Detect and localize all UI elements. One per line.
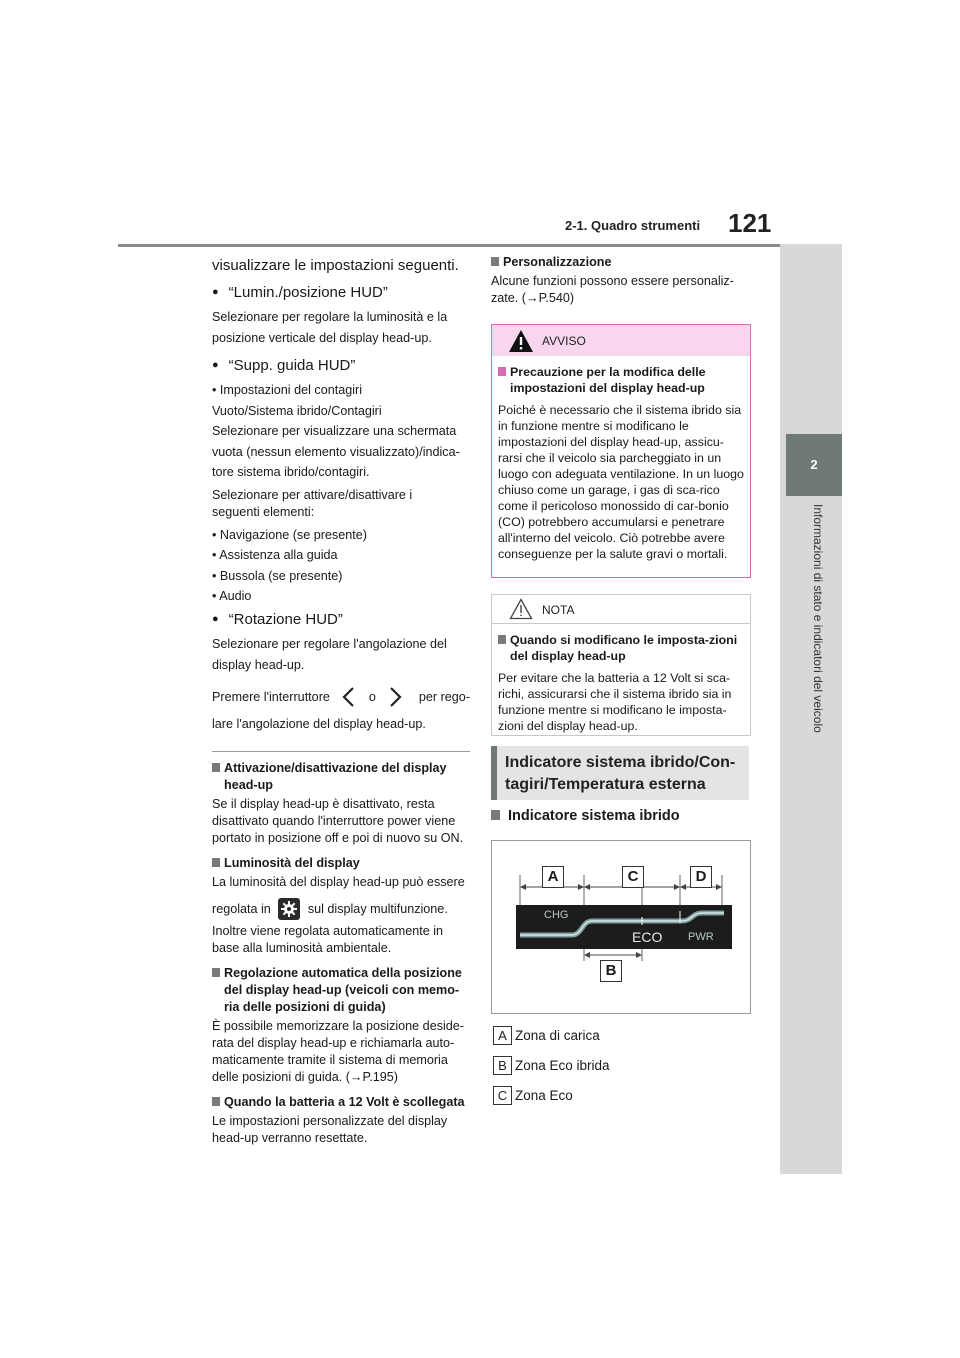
section-title: 2-1. Quadro strumenti — [565, 218, 701, 233]
hud-guide-desc — [212, 380, 470, 607]
subsection-title-text: Quando la batteria a 12 Volt è scollegata — [224, 1094, 465, 1109]
subsection-body: È possibile memorizzare la posizione deside-rata del display head-up e richiamarla auto-maticamente tramite il sistema di memoria delle posizioni di guida. (→P.195) — [212, 1018, 464, 1084]
warning-body — [492, 356, 750, 562]
subsection-title — [212, 760, 470, 794]
note-header — [492, 595, 750, 624]
legend-text: Zona Eco ibrida — [515, 1058, 610, 1073]
subsection-body: Alcune funzioni possono essere personaliz-zate. (→P.540) — [491, 274, 734, 305]
hud-guide-title: ● “Supp. guida HUD” — [212, 355, 470, 376]
legend-text: Zona Eco — [515, 1088, 573, 1103]
warning-title — [498, 364, 744, 396]
body-line: Inoltre viene regolata automaticamente in base alla luminosità ambientale. — [212, 923, 444, 955]
pwr-label: PWR — [688, 931, 714, 943]
square-bullet-icon — [491, 810, 500, 820]
body-line-icon — [212, 895, 470, 923]
hud-guide-line: vuota (nessun elemento visualizzato)/indica- — [212, 444, 460, 459]
warning-label: AVVISO — [542, 334, 586, 348]
list-item: • Assistenza alla guida — [212, 548, 338, 562]
legend-key: C — [493, 1086, 512, 1105]
hud-guide-line: tore sistema ibrido/contagiri. — [212, 465, 370, 479]
press-text: per rego- — [418, 689, 471, 704]
note-title — [498, 632, 744, 664]
square-bullet-icon — [212, 1097, 220, 1106]
subsection-title-text: Personalizzazione — [503, 255, 612, 269]
square-bullet-icon — [212, 858, 220, 867]
legend-key: B — [493, 1056, 512, 1075]
hud-guide-line: Selezionare per visualizzare una schermata — [212, 424, 457, 438]
chapter-title: Informazioni di stato e indicatori del veicolo — [811, 504, 825, 733]
legend-item — [493, 1021, 610, 1051]
legend — [493, 1021, 610, 1111]
note-body — [492, 624, 750, 734]
legend-item — [493, 1051, 610, 1081]
hybrid-heading-text: Indicatore sistema ibrido — [508, 808, 680, 824]
legend-key: A — [493, 1026, 512, 1045]
subsection-body — [212, 874, 470, 957]
square-bullet-icon — [498, 635, 506, 644]
body-line: La luminosità del display head-up può essere — [212, 874, 465, 889]
hud-rot-title: ● “Rotazione HUD” — [212, 609, 470, 630]
legend-item — [493, 1081, 610, 1111]
note-title-text: Quando si modificano le imposta-zioni del display head-up — [510, 633, 738, 663]
custom-section — [491, 254, 749, 311]
subsection-title — [212, 855, 470, 872]
list-item: • Bussola (se presente) — [212, 568, 343, 583]
chg-label: CHG — [544, 909, 569, 921]
eco-label: ECO — [632, 929, 663, 945]
chevron-right-icon — [385, 686, 405, 708]
diagram-label-d: D — [690, 866, 712, 888]
hud-guide-bullets — [212, 525, 470, 607]
intro-text: visualizzare le impostazioni seguenti. — [212, 257, 459, 274]
note-box — [491, 594, 751, 736]
hud-rot-line: display head-up. — [212, 657, 305, 672]
hud-pos-desc-2: posizione verticale del display head-up. — [212, 331, 432, 345]
warning-title-text: Precauzione per la modifica delle impostazioni del display head-up — [510, 365, 706, 395]
diagram-label-c: C — [622, 866, 644, 888]
hud-pos-desc-1: Selezionare per regolare la luminosità e la — [212, 310, 448, 324]
diagram-label-a: A — [542, 866, 564, 888]
square-bullet-icon — [212, 763, 220, 772]
left-column — [212, 256, 470, 1151]
hud-rot-press — [212, 684, 470, 710]
or-text: o — [368, 689, 376, 704]
square-bullet-icon — [498, 367, 506, 376]
square-bullet-icon — [212, 968, 220, 977]
hud-rot-line: lare l'angolazione del display head-up. — [212, 716, 426, 731]
press-text: Premere l'interruttore — [212, 689, 330, 704]
subsection-title — [212, 1094, 470, 1111]
hud-pos-desc — [212, 307, 470, 349]
subsection-title — [491, 254, 749, 271]
section-heading: Indicatore sistema ibrido/Con-tagiri/Temperatura esterna — [491, 746, 749, 800]
list-item: • Audio — [212, 589, 252, 603]
hybrid-heading — [491, 808, 680, 824]
settings-gear-icon — [278, 898, 300, 920]
hud-pos-title: ● “Lumin./posizione HUD” — [212, 282, 470, 303]
page-number: 121 — [728, 208, 772, 238]
subsection-body: Se il display head-up è disattivato, resta disattivato quando l'interruttore power viene portato in posizione off e poi di nuovo su ON. — [212, 796, 464, 845]
chapter-tab[interactable]: 2 — [786, 434, 842, 496]
hud-guide-item: • Impostazioni del contagiri — [212, 383, 363, 397]
header-rule — [118, 244, 842, 247]
warning-box — [491, 324, 751, 578]
warning-triangle-icon — [508, 329, 534, 353]
subsection-title — [212, 965, 470, 1016]
hud-guide-line: Vuoto/Sistema ibrido/Contagiri — [212, 403, 382, 418]
hud-rot-line: Selezionare per regolare l'angolazione del — [212, 636, 447, 651]
hud-rot-desc — [212, 634, 470, 735]
hybrid-indicator-diagram — [491, 840, 751, 1014]
divider — [212, 751, 470, 752]
list-item: • Navigazione (se presente) — [212, 527, 367, 542]
hud-guide-line: Selezionare per attivare/disattivare i — [212, 487, 413, 502]
chevron-left-icon — [339, 686, 359, 708]
body-text: sul display multifunzione. — [307, 901, 448, 916]
body-text: regolata in — [212, 901, 271, 916]
hud-guide-line: seguenti elementi: — [212, 504, 315, 519]
subsection-title-text: Attivazione/disattivazione del display head-up — [224, 760, 447, 792]
subsection-body: Le impostazioni personalizzate del display head-up verranno resettate. — [212, 1113, 448, 1145]
subsection-title-text: Luminosità del display — [224, 855, 360, 870]
note-label: NOTA — [542, 603, 575, 617]
warning-text: Poiché è necessario che il sistema ibrido sia in funzione mentre si modificano le impostazioni del display head-up, assicu-rarsi che il veicolo sia parcheggiato in un luogo con adeguata ventilazione. In un luogo chiuso come un garage, i gas di sca-rico come il pericoloso monossido di car-bonio (CO) potrebbero accumularsi e penetrare all'interno del veicolo. Ciò potrebbe avere conseguenze per la salute gravi o mortali. — [498, 403, 744, 561]
legend-text: Zona di carica — [515, 1028, 600, 1043]
caution-triangle-icon — [509, 598, 533, 620]
warning-header — [492, 325, 750, 356]
note-text: Per evitare che la batteria a 12 Volt si sca-richi, assicurarsi che il sistema ibrido sia in funzione mentre si modificano le imposta-zioni del display head-up. — [498, 671, 732, 733]
subsection-title-text: Regolazione automatica della posizione del display head-up (veicoli con memo-ria delle posizioni di guida) — [224, 965, 462, 1014]
square-bullet-icon — [491, 257, 499, 266]
hud-guide-toggle — [212, 487, 470, 521]
diagram-label-b: B — [600, 960, 622, 982]
